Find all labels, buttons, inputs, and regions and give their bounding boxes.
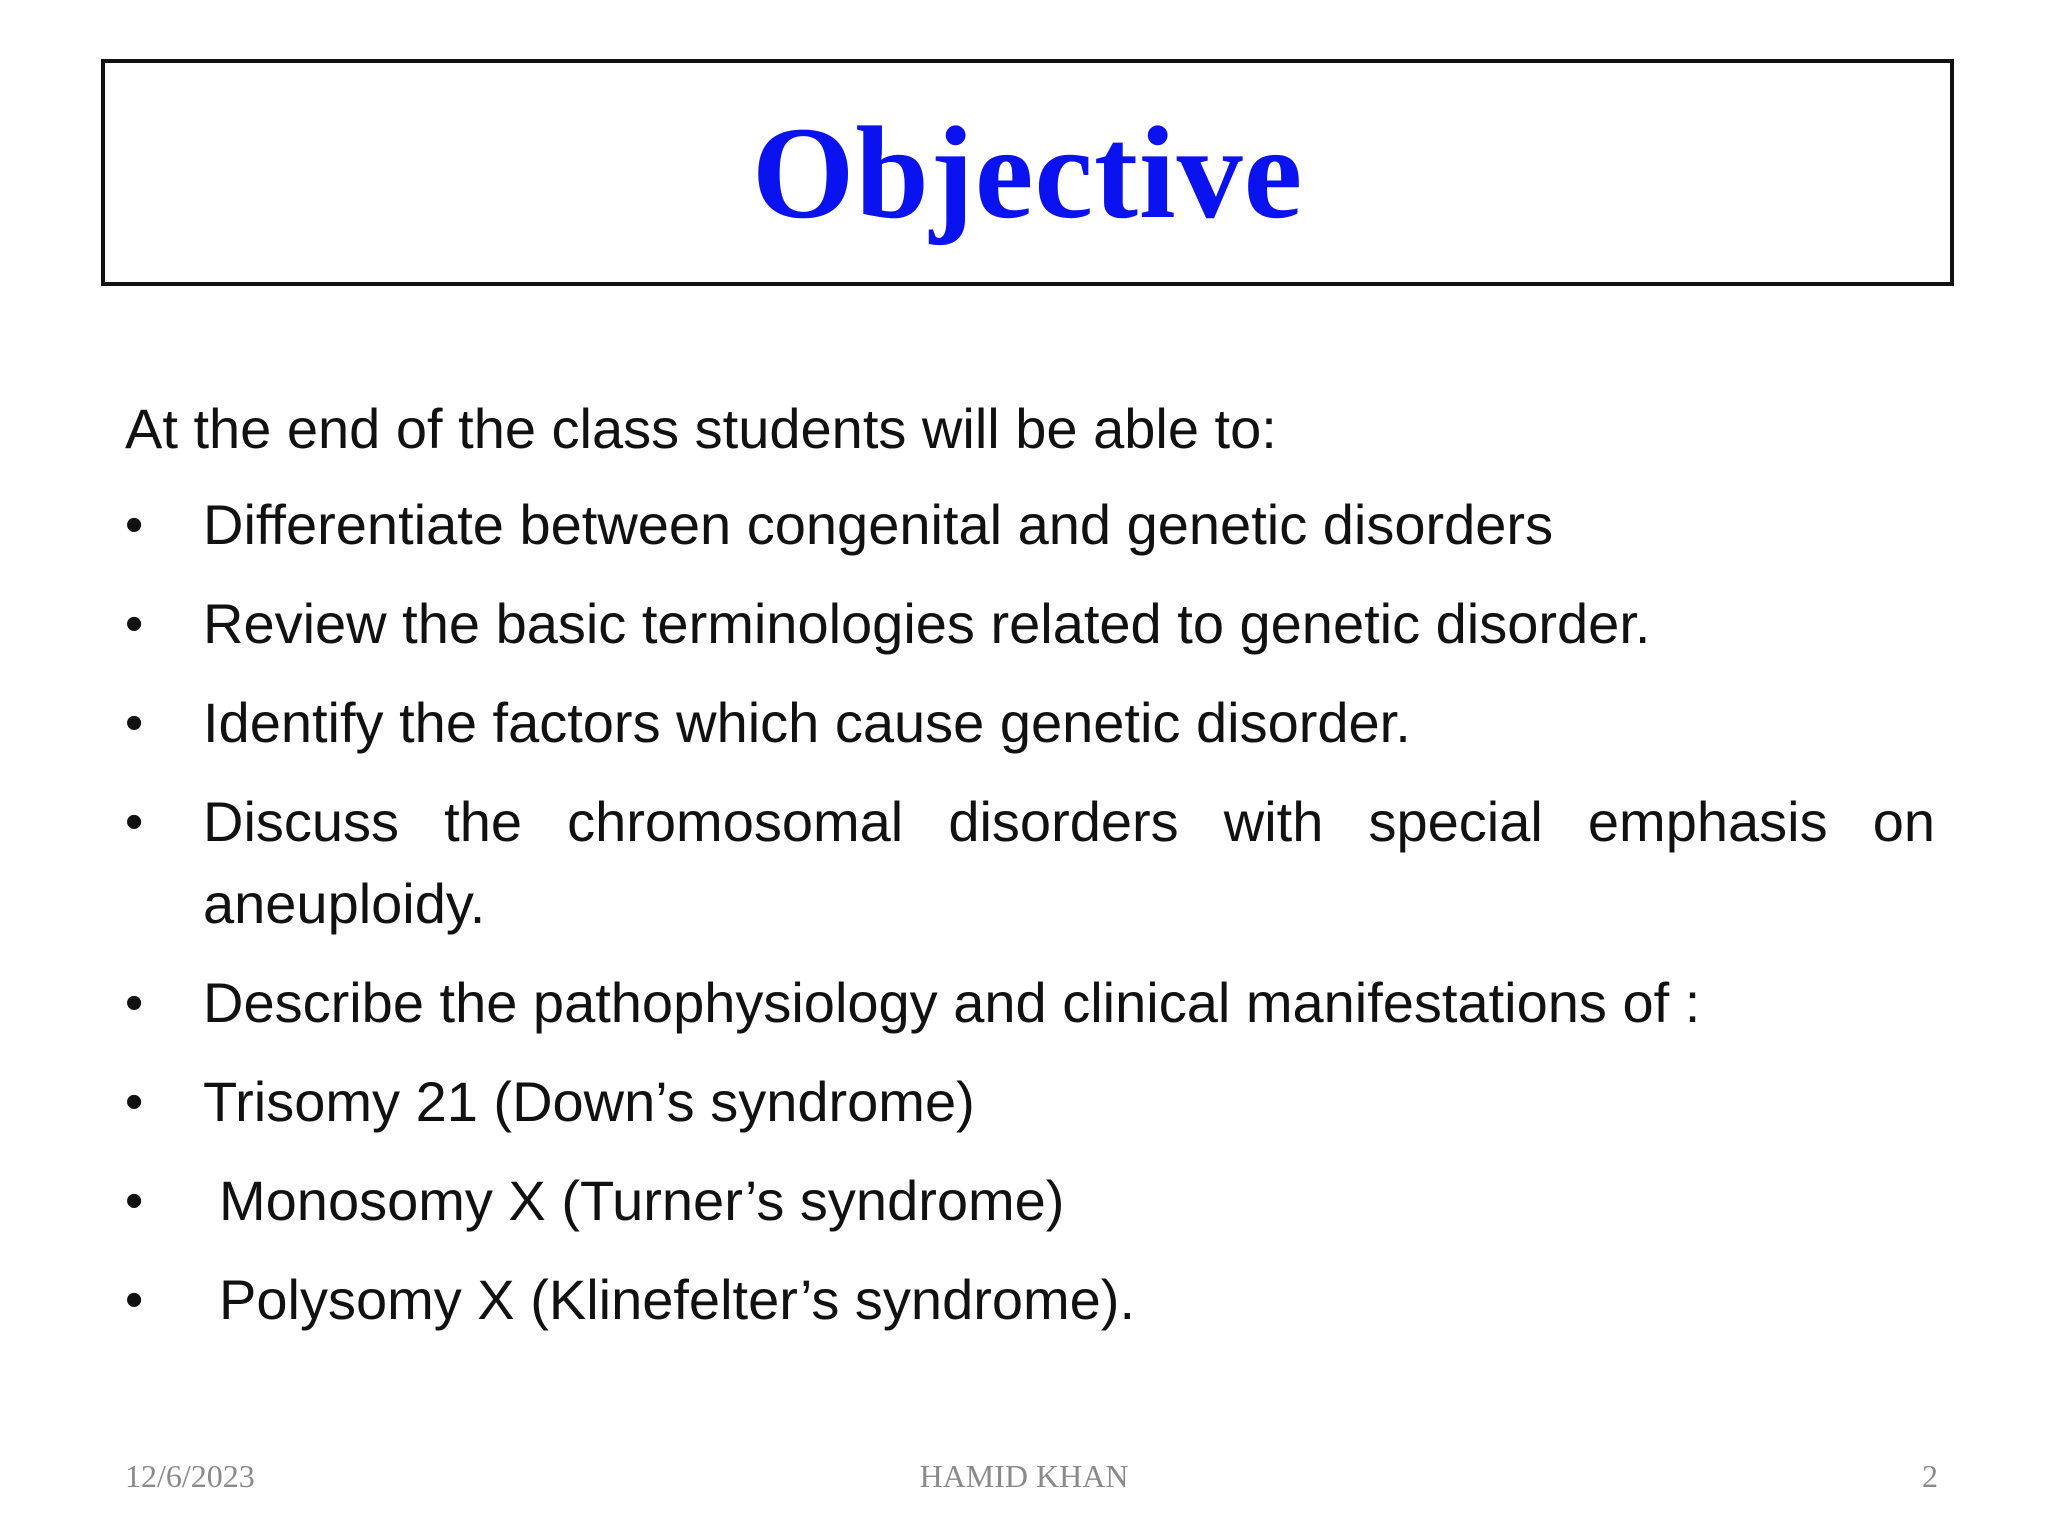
objectives-list bbox=[125, 484, 1935, 1341]
bullet-glyph: • bbox=[125, 595, 144, 653]
objective-item bbox=[125, 1160, 1935, 1242]
objective-text: Monosomy X (Turner’s syndrome) bbox=[219, 1169, 1065, 1232]
objective-item bbox=[125, 781, 1935, 945]
bullet-glyph: • bbox=[125, 694, 144, 752]
page-number: 2 bbox=[1922, 1458, 1938, 1494]
objective-text: Identify the factors which cause genetic disorder. bbox=[203, 691, 1411, 754]
objective-item bbox=[125, 682, 1935, 764]
objective-text: Differentiate between congenital and genetic disorders bbox=[203, 493, 1554, 556]
objective-text: Review the basic terminologies related to genetic disorder. bbox=[203, 592, 1651, 655]
bullet-glyph: • bbox=[125, 1172, 144, 1230]
objective-item bbox=[125, 484, 1935, 566]
title-box bbox=[101, 59, 1954, 286]
objective-text: Describe the pathophysiology and clinical manifestations of : bbox=[203, 971, 1701, 1034]
bullet-glyph: • bbox=[125, 1073, 144, 1131]
bullet-glyph: • bbox=[125, 1271, 144, 1329]
objective-text: Discuss the chromosomal disorders with special emphasis on aneuploidy. bbox=[203, 790, 1935, 935]
bullet-glyph: • bbox=[125, 974, 144, 1032]
objective-text: Polysomy X (Klinefelter’s syndrome). bbox=[219, 1268, 1136, 1331]
footer-date: 12/6/2023 bbox=[125, 1458, 255, 1494]
objective-item bbox=[125, 1061, 1935, 1143]
objective-item bbox=[125, 962, 1935, 1044]
objective-text: Trisomy 21 (Down’s syndrome) bbox=[203, 1070, 975, 1133]
objective-item bbox=[125, 1259, 1935, 1341]
intro-text: At the end of the class students will be able to: bbox=[125, 397, 1277, 460]
footer-author: HAMID KHAN bbox=[919, 1458, 1129, 1494]
objective-item bbox=[125, 583, 1935, 665]
slide-title: Objective bbox=[751, 98, 1304, 246]
bullet-glyph: • bbox=[125, 496, 144, 554]
bullet-glyph: • bbox=[125, 793, 144, 851]
slide-content bbox=[125, 388, 1935, 1358]
